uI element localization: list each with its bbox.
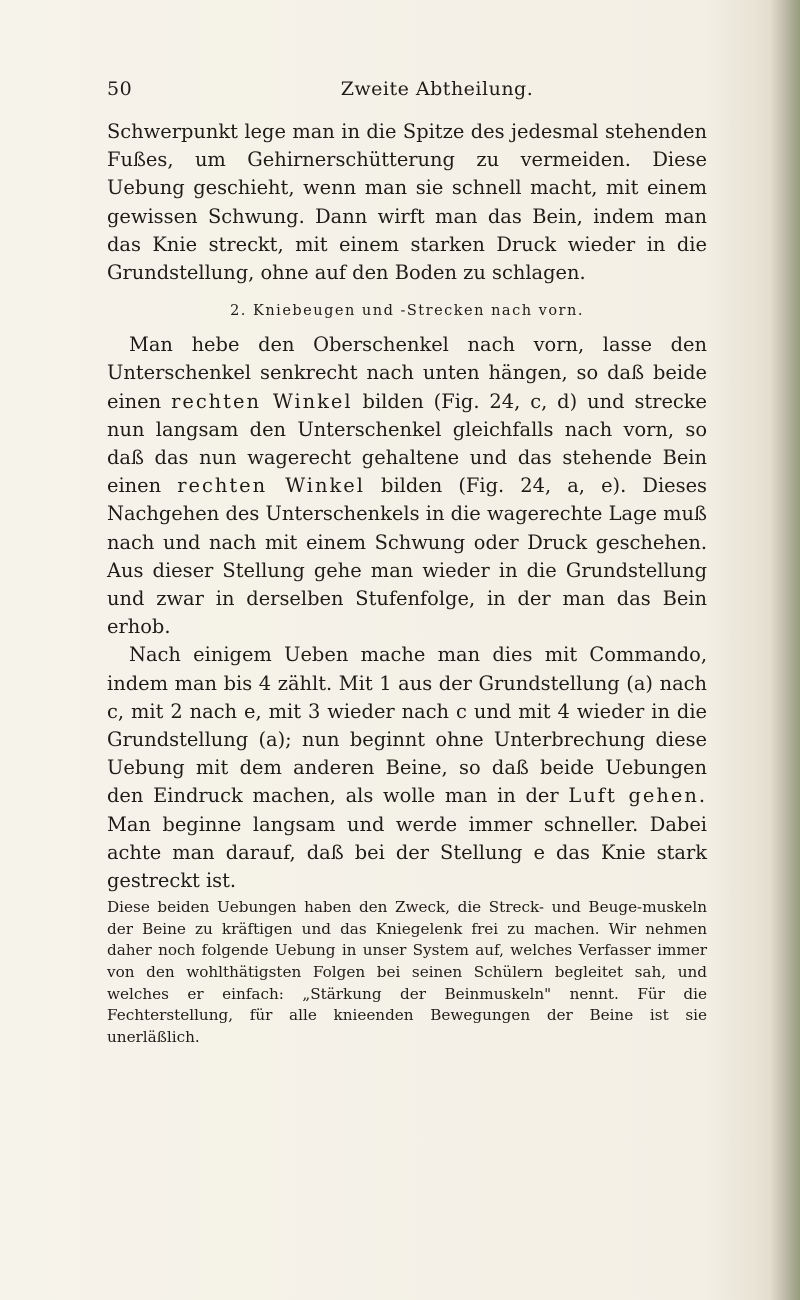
text-run: Nach einigem Ueben mache man dies mit Commando, indem man bis 4 zählt. Mit 1 aus der Grundstellung (a) nach c, mit 2 nach e, mit 3 wieder nach c und mit 4 wieder in die Grundstellung (a); nun beginnt ohne Unterbrechung diese Uebung mit dem anderen Beine, so daß beide Uebungen den Eindruck machen, als wolle man in der	[107, 643, 707, 808]
page-number: 50	[107, 78, 133, 100]
emphasis-spaced: Luft gehen.	[568, 784, 707, 808]
page-header	[107, 78, 707, 108]
paragraph-commando	[107, 641, 707, 895]
text-run: bilden (Fig. 24, c, d) und strecke nun langsam den Unterschenkel gleichfalls nach vorn, so daß das nun wagerecht gehaltene und das stehende Bein einen	[107, 389, 708, 498]
text-run: Man beginne langsam und werde immer schneller. Dabei achte man darauf, daß bei der Stellung e das Knie stark gestreckt ist.	[107, 812, 707, 893]
emphasis-spaced: rechten Winkel	[171, 389, 353, 413]
section-heading: 2. Kniebeugen und -Strecken nach vorn.	[230, 303, 584, 320]
emphasis-spaced: rechten Winkel	[177, 474, 365, 498]
text-run: bilden (Fig. 24, a, e). Dieses Nachgehen des Unterschenkels in die wagerechte Lage muß nach und nach mit einem Schwung oder Druck geschehen. Aus dieser Stellung gehe man wieder in die Grundstellung und zwar in derselben Stufenfolge, in der man das Bein erhob.	[107, 474, 708, 639]
page-edge-shadow	[770, 0, 800, 1300]
text-run: Man hebe den Oberschenkel nach vorn, lasse den Unterschenkel senkrecht nach unten hängen, so daß beide einen	[107, 333, 707, 413]
paragraph-continued: Schwerpunkt lege man in die Spitze des jedesmal stehenden Fußes, um Gehirnerschütterung zu vermeiden. Diese Uebung geschieht, wenn man sie schnell macht, mit einem gewissen Schwung. Dann wirft man das Bein, indem man das Knie streckt, mit einem starken Druck wieder in die Grundstellung, ohne auf den Boden zu schlagen.	[107, 120, 707, 285]
footnote-small-print: Diese beiden Uebungen haben den Zweck, die Streck- und Beuge-muskeln der Beine zu kräftigen und das Kniegelenk frei zu machen. Wir nehmen daher noch folgende Uebung in unser System auf, welches Verfasser immer von den wohlthätigsten Folgen bei seinen Schülern begleitet sah, und welches er einfach: „Stärkung der Beinmuskeln" nennt. Für die Fechterstellung, für alle knieenden Bewegungen der Beine ist sie unerläßlich.	[107, 898, 707, 1046]
paragraph-kniebeugen	[107, 331, 707, 641]
running-title: Zweite Abtheilung.	[340, 78, 534, 100]
page-body	[107, 118, 707, 1048]
